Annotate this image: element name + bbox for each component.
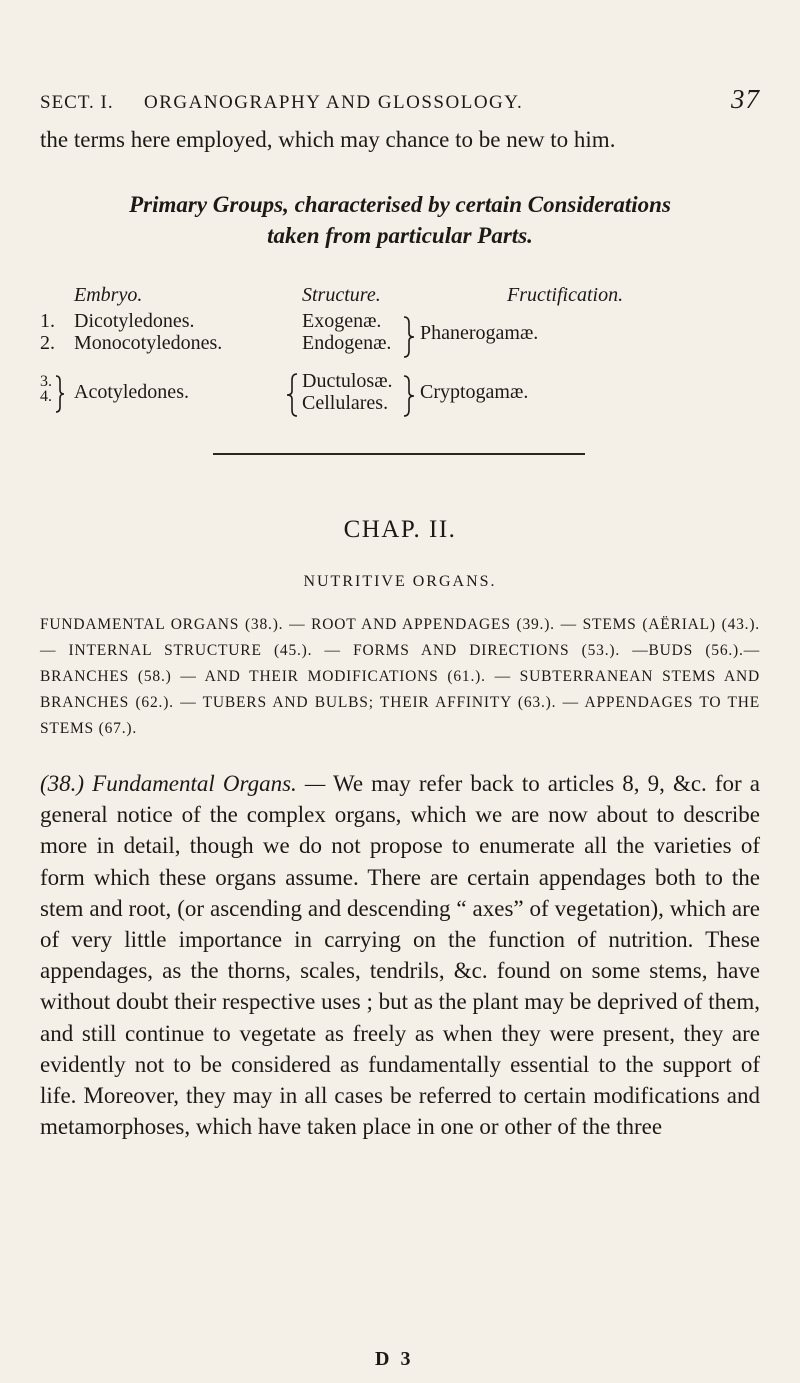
article-heading: (38.) Fundamental Organs. — [40, 771, 326, 796]
row-number: 4. [40, 388, 52, 405]
right-brace [54, 374, 66, 414]
section-label: SECT. I. [40, 92, 114, 113]
primary-groups-heading-1: Primary Groups, characterised by certain Considerations [129, 192, 671, 217]
running-head [40, 84, 760, 118]
running-title: ORGANOGRAPHY AND GLOSSOLOGY. [144, 92, 524, 113]
chapter-synopsis: FUNDAMENTAL ORGANS (38.). — ROOT AND APPENDAGES (39.). — STEMS (AËRIAL) (43.). — INTERNAL STRUCTURE (45.). — FORMS AND DIRECTIONS (53.). —BUDS (56.).— BRANCHES (58.) — AND THEIR MODIFICATIONS (61.). — SUBTERRANEAN STEMS AND BRANCHES (62.). — TUBERS AND BULBS; THEIR AFFINITY (63.). — APPENDAGES TO THE STEMS (67.). [40, 616, 760, 737]
embryo-cell: Monocotyledones. [74, 332, 223, 354]
row-number: 1. [40, 310, 55, 332]
structure-cell: Exogenæ. [302, 310, 382, 332]
structure-cell: Ductulosæ. [302, 370, 393, 392]
column-header-embryo: Embryo. [74, 284, 143, 306]
row-number: 2. [40, 332, 55, 354]
chapter-title: CHAP. II. [343, 516, 457, 543]
row-number: 3. [40, 373, 52, 390]
section-divider [213, 453, 585, 455]
column-header-fructification: Fructification. [507, 284, 624, 306]
primary-groups-heading-2: taken from particular Parts. [267, 223, 533, 248]
cryptogamae-label: Cryptogamæ. [420, 381, 529, 403]
phanerogamae-label: Phanerogamæ. [420, 322, 539, 344]
article-body: We may refer back to articles 8, 9, &c. for a general notice of the complex organs, which we are now about to describe more in detail, though we do not propose to enumerate all the varieties of form which these organs assume. There are certain appendages both to the stem and root, (or ascending and descending “ axes” of vegetation), which are of very little importance in carrying on the function of nutrition. These appendages, as the thorns, scales, tendrils, &c. found on some stems, have without doubt their respective uses ; but as the plant may be deprived of them, and still continue to vegetate as freely as when they were present, they are evidently not to be considered as fundamentally essential to the support of life. Moreover, they may in all cases be referred to certain modifications and metamorphoses, which have taken place in one or other of the three [40, 771, 760, 1140]
left-brace [285, 372, 299, 418]
chapter-subtitle: NUTRITIVE ORGANS. [303, 573, 497, 590]
page-number: 37 [731, 84, 760, 114]
signature-mark: D 3 [375, 1348, 414, 1370]
column-header-structure: Structure. [302, 284, 381, 306]
embryo-cell: Dicotyledones. [74, 310, 195, 332]
acotyledones-label: Acotyledones. [74, 381, 189, 403]
right-brace [402, 374, 416, 418]
structure-cell: Cellulares. [302, 392, 389, 414]
intro-paragraph: the terms here employed, which may chance to be new to him. [40, 127, 616, 152]
article-38 [40, 768, 760, 1142]
right-brace [402, 315, 416, 359]
structure-cell: Endogenæ. [302, 332, 392, 354]
classification-table [40, 284, 760, 444]
